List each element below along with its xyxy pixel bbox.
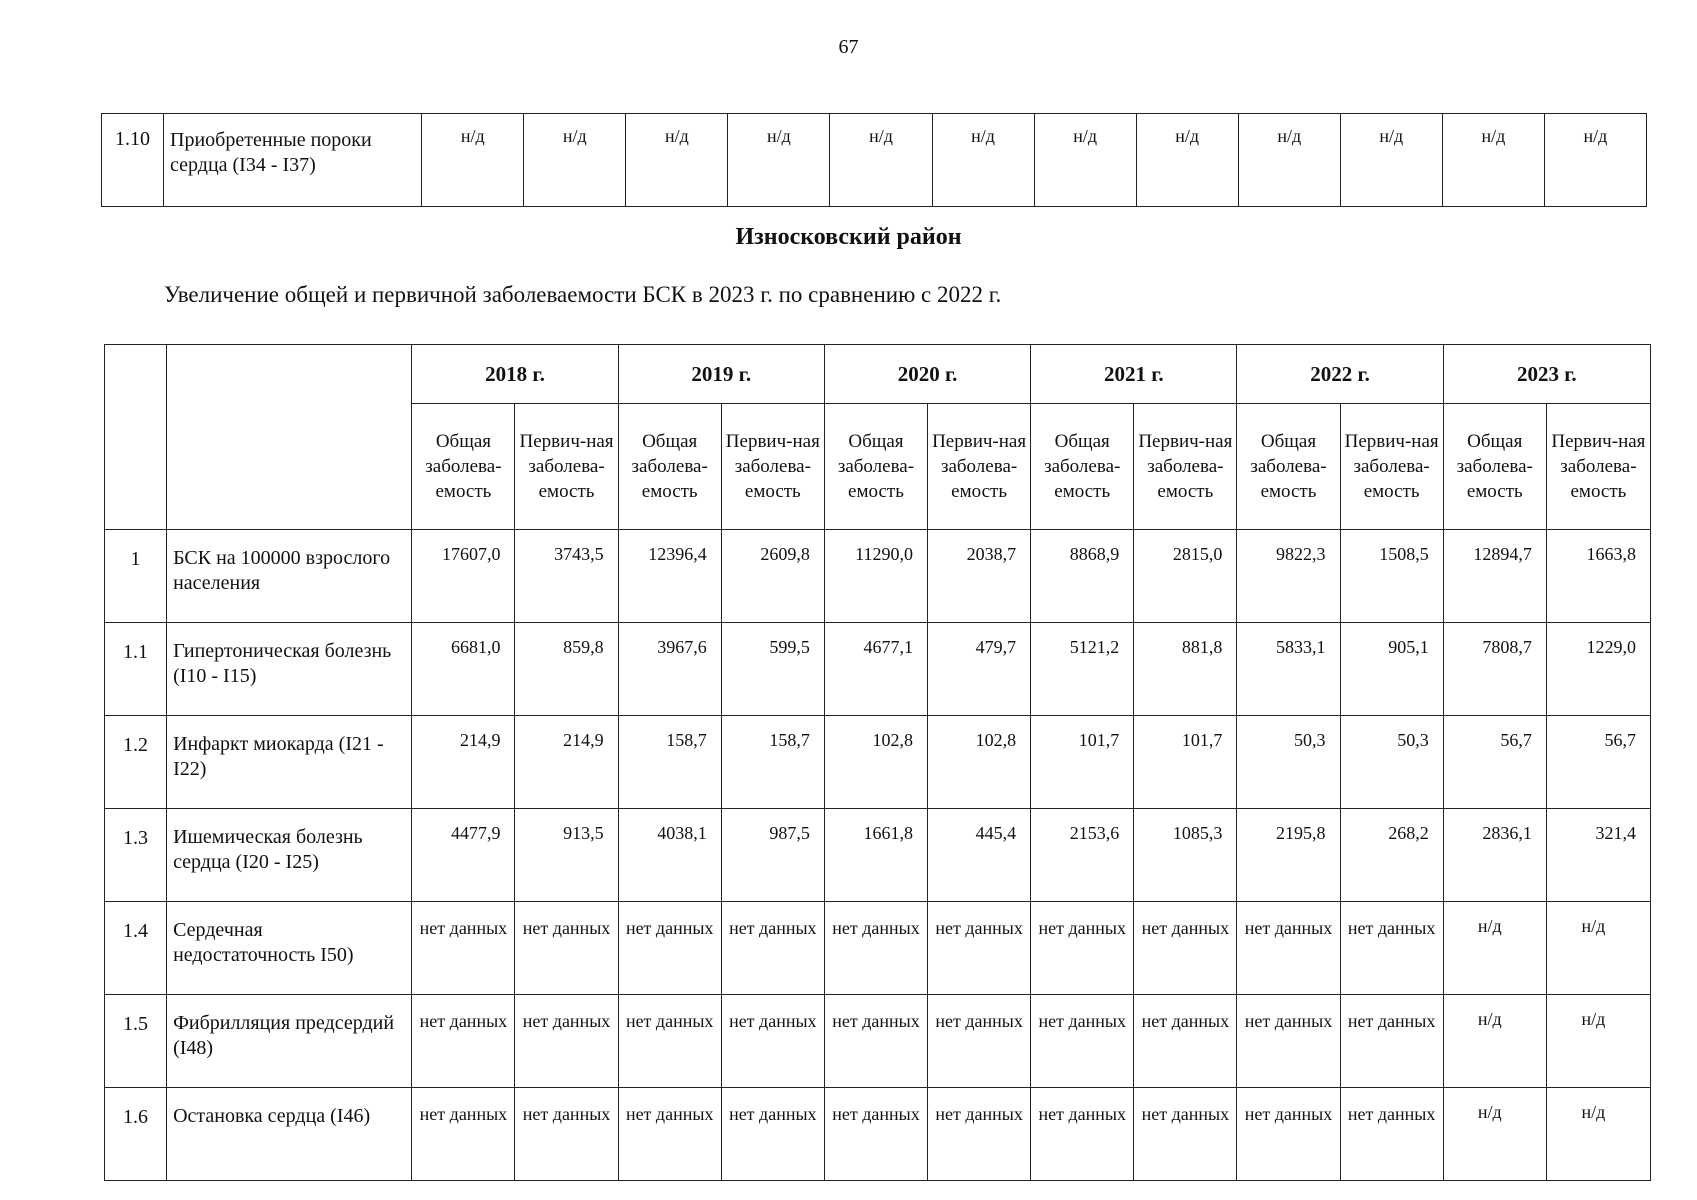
value-cell: 4677,1 bbox=[824, 623, 927, 716]
row-number: 1.1 bbox=[105, 623, 167, 716]
year-header: 2021 г. bbox=[1031, 345, 1237, 404]
value-cell: 445,4 bbox=[928, 809, 1031, 902]
value-cell: нет данных bbox=[1237, 902, 1340, 995]
row-name: Гипертоническая болезнь (I10 - I15) bbox=[167, 623, 412, 716]
value-cell: н/д bbox=[1442, 114, 1544, 207]
value-cell: 268,2 bbox=[1340, 809, 1443, 902]
value-cell: 12894,7 bbox=[1443, 530, 1546, 623]
value-cell: 859,8 bbox=[515, 623, 618, 716]
value-cell: нет данных bbox=[412, 1088, 515, 1181]
subheader-general: Общая заболева-емость bbox=[1237, 404, 1340, 530]
table-row bbox=[105, 1088, 1651, 1181]
value-cell: нет данных bbox=[618, 1088, 721, 1181]
continuation-table bbox=[101, 113, 1647, 207]
row-name: Приобретенные пороки сердца (I34 - I37) bbox=[164, 114, 422, 207]
subheader-primary: Первич-ная заболева-емость bbox=[1134, 404, 1237, 530]
value-cell: нет данных bbox=[1340, 995, 1443, 1088]
value-cell: нет данных bbox=[721, 902, 824, 995]
year-header: 2023 г. bbox=[1443, 345, 1650, 404]
value-cell: 881,8 bbox=[1134, 623, 1237, 716]
subheader-general: Общая заболева-емость bbox=[1443, 404, 1546, 530]
value-cell: нет данных bbox=[1031, 995, 1134, 1088]
value-cell: нет данных bbox=[515, 995, 618, 1088]
value-cell: 1661,8 bbox=[824, 809, 927, 902]
value-cell: 5833,1 bbox=[1237, 623, 1340, 716]
value-cell: 17607,0 bbox=[412, 530, 515, 623]
value-cell: 102,8 bbox=[928, 716, 1031, 809]
page-number: 67 bbox=[838, 36, 859, 58]
value-cell: 2815,0 bbox=[1134, 530, 1237, 623]
value-cell: 2609,8 bbox=[721, 530, 824, 623]
value-cell: 479,7 bbox=[928, 623, 1031, 716]
table-row bbox=[105, 623, 1651, 716]
value-cell: 5121,2 bbox=[1031, 623, 1134, 716]
value-cell: 4477,9 bbox=[412, 809, 515, 902]
value-cell: н/д bbox=[626, 114, 728, 207]
value-cell: нет данных bbox=[1237, 995, 1340, 1088]
year-header: 2019 г. bbox=[618, 345, 824, 404]
value-cell: 11290,0 bbox=[824, 530, 927, 623]
value-cell: 987,5 bbox=[721, 809, 824, 902]
subheader-primary: Первич-ная заболева-емость bbox=[515, 404, 618, 530]
value-cell: нет данных bbox=[1031, 902, 1134, 995]
table-row bbox=[105, 716, 1651, 809]
value-cell: 158,7 bbox=[721, 716, 824, 809]
value-cell: н/д bbox=[1546, 1088, 1650, 1181]
value-cell: н/д bbox=[1238, 114, 1340, 207]
value-cell: 214,9 bbox=[515, 716, 618, 809]
value-cell: н/д bbox=[830, 114, 932, 207]
value-cell: 1085,3 bbox=[1134, 809, 1237, 902]
value-cell: 50,3 bbox=[1237, 716, 1340, 809]
value-cell: нет данных bbox=[928, 995, 1031, 1088]
value-cell: нет данных bbox=[721, 995, 824, 1088]
value-cell: 12396,4 bbox=[618, 530, 721, 623]
value-cell: н/д bbox=[1340, 114, 1442, 207]
year-header: 2018 г. bbox=[412, 345, 618, 404]
value-cell: 101,7 bbox=[1031, 716, 1134, 809]
value-cell: 56,7 bbox=[1443, 716, 1546, 809]
district-title: Износковский район bbox=[735, 224, 962, 250]
row-number: 1.6 bbox=[105, 1088, 167, 1181]
value-cell: 2038,7 bbox=[928, 530, 1031, 623]
value-cell: 1663,8 bbox=[1546, 530, 1650, 623]
value-cell: н/д bbox=[422, 114, 524, 207]
value-cell: н/д bbox=[1544, 114, 1646, 207]
value-cell: нет данных bbox=[1340, 1088, 1443, 1181]
value-cell: нет данных bbox=[928, 902, 1031, 995]
header-empty-num bbox=[105, 345, 167, 530]
value-cell: 8868,9 bbox=[1031, 530, 1134, 623]
value-cell: 4038,1 bbox=[618, 809, 721, 902]
value-cell: н/д bbox=[728, 114, 830, 207]
value-cell: 9822,3 bbox=[1237, 530, 1340, 623]
value-cell: 321,4 bbox=[1546, 809, 1650, 902]
table-subtitle: Увеличение общей и первичной заболеваемости БСК в 2023 г. по сравнению с 2022 г. bbox=[164, 282, 1002, 307]
value-cell: 1229,0 bbox=[1546, 623, 1650, 716]
row-number: 1.3 bbox=[105, 809, 167, 902]
value-cell: 101,7 bbox=[1134, 716, 1237, 809]
year-header: 2022 г. bbox=[1237, 345, 1443, 404]
value-cell: н/д bbox=[524, 114, 626, 207]
row-name: Сердечная недостаточность I50) bbox=[167, 902, 412, 995]
subheader-general: Общая заболева-емость bbox=[412, 404, 515, 530]
value-cell: 214,9 bbox=[412, 716, 515, 809]
value-cell: нет данных bbox=[1134, 1088, 1237, 1181]
subheader-primary: Первич-ная заболева-емость bbox=[721, 404, 824, 530]
value-cell: нет данных bbox=[1237, 1088, 1340, 1181]
row-name: Ишемическая болезнь сердца (I20 - I25) bbox=[167, 809, 412, 902]
value-cell: 2153,6 bbox=[1031, 809, 1134, 902]
value-cell: нет данных bbox=[515, 902, 618, 995]
table-row bbox=[105, 995, 1651, 1088]
value-cell: 2836,1 bbox=[1443, 809, 1546, 902]
row-name: БСК на 100000 взрослого населения bbox=[167, 530, 412, 623]
value-cell: нет данных bbox=[824, 902, 927, 995]
subheader-primary: Первич-ная заболева-емость bbox=[1546, 404, 1650, 530]
value-cell: 913,5 bbox=[515, 809, 618, 902]
value-cell: н/д bbox=[1546, 902, 1650, 995]
value-cell: 50,3 bbox=[1340, 716, 1443, 809]
year-header-row bbox=[105, 345, 1651, 404]
subheader-primary: Первич-ная заболева-емость bbox=[928, 404, 1031, 530]
row-name: Фибрилляция предсердий (I48) bbox=[167, 995, 412, 1088]
value-cell: нет данных bbox=[1340, 902, 1443, 995]
subheader-primary: Первич-ная заболева-емость bbox=[1340, 404, 1443, 530]
value-cell: нет данных bbox=[618, 902, 721, 995]
value-cell: нет данных bbox=[824, 995, 927, 1088]
value-cell: н/д bbox=[1443, 995, 1546, 1088]
value-cell: 1508,5 bbox=[1340, 530, 1443, 623]
value-cell: 3743,5 bbox=[515, 530, 618, 623]
row-number: 1.5 bbox=[105, 995, 167, 1088]
value-cell: н/д bbox=[1443, 1088, 1546, 1181]
subheader-general: Общая заболева-емость bbox=[1031, 404, 1134, 530]
value-cell: нет данных bbox=[721, 1088, 824, 1181]
subheader-general: Общая заболева-емость bbox=[618, 404, 721, 530]
row-name: Остановка сердца (I46) bbox=[167, 1088, 412, 1181]
row-number: 1.4 bbox=[105, 902, 167, 995]
table-body bbox=[105, 530, 1651, 1181]
row-name: Инфаркт миокарда (I21 - I22) bbox=[167, 716, 412, 809]
value-cell: н/д bbox=[1443, 902, 1546, 995]
value-cell: нет данных bbox=[824, 1088, 927, 1181]
value-cell: н/д bbox=[1136, 114, 1238, 207]
year-header: 2020 г. bbox=[824, 345, 1030, 404]
table-row bbox=[105, 809, 1651, 902]
value-cell: нет данных bbox=[515, 1088, 618, 1181]
row-number: 1.10 bbox=[102, 114, 164, 207]
value-cell: 599,5 bbox=[721, 623, 824, 716]
row-number: 1 bbox=[105, 530, 167, 623]
value-cell: н/д bbox=[932, 114, 1034, 207]
row-number: 1.2 bbox=[105, 716, 167, 809]
value-cell: нет данных bbox=[618, 995, 721, 1088]
value-cell: 158,7 bbox=[618, 716, 721, 809]
value-cell: н/д bbox=[1546, 995, 1650, 1088]
morbidity-table bbox=[104, 344, 1651, 1181]
value-cell: 7808,7 bbox=[1443, 623, 1546, 716]
subheader-general: Общая заболева-емость bbox=[824, 404, 927, 530]
value-cell: 3967,6 bbox=[618, 623, 721, 716]
value-cell: нет данных bbox=[412, 995, 515, 1088]
table-row bbox=[105, 902, 1651, 995]
header-empty-name bbox=[167, 345, 412, 530]
value-cell: 905,1 bbox=[1340, 623, 1443, 716]
value-cell: нет данных bbox=[1031, 1088, 1134, 1181]
value-cell: нет данных bbox=[928, 1088, 1031, 1181]
value-cell: н/д bbox=[1034, 114, 1136, 207]
table-row bbox=[105, 530, 1651, 623]
value-cell: 56,7 bbox=[1546, 716, 1650, 809]
value-cell: 102,8 bbox=[824, 716, 927, 809]
value-cell: нет данных bbox=[1134, 902, 1237, 995]
value-cell: 6681,0 bbox=[412, 623, 515, 716]
value-cell: нет данных bbox=[1134, 995, 1237, 1088]
value-cell: нет данных bbox=[412, 902, 515, 995]
value-cell: 2195,8 bbox=[1237, 809, 1340, 902]
table-row bbox=[102, 114, 1647, 207]
